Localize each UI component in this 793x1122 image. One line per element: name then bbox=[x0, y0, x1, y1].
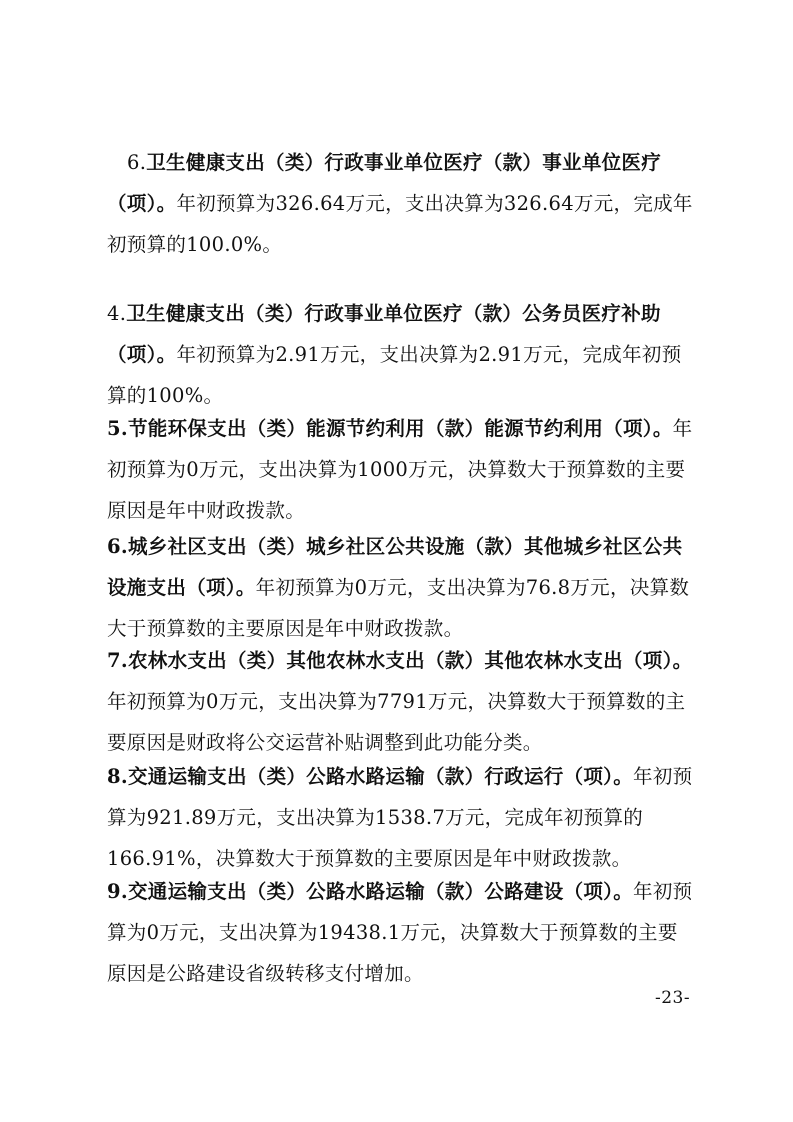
paragraph-transport-administration bbox=[107, 756, 695, 879]
item-body: 年初预算为0万元，支出决算为1000万元，决算数大于预算数的主要原因是年中财政拨款。 bbox=[107, 417, 693, 522]
item-number: 6. bbox=[107, 535, 128, 558]
item-body: 年初预算为921.89万元，支出决算为1538.7万元，完成年初预算的166.91%，决算数大于预算数的主要原因是年中财政拨款。 bbox=[107, 765, 693, 870]
paragraph-energy-saving bbox=[107, 408, 695, 531]
item-heading: 卫生健康支出（类）行政事业单位医疗（款）事业单位医疗（项）。 bbox=[107, 151, 662, 215]
item-body: 年初预算为0万元，支出决算为76.8万元，决算数大于预算数的主要原因是年中财政拨款。 bbox=[107, 576, 690, 640]
page-number: -23- bbox=[655, 988, 691, 1008]
paragraph-health-civil-servant-medical-subsidy bbox=[107, 293, 695, 416]
item-number: 4. bbox=[107, 302, 127, 325]
item-body: 年初预算为326.64万元，支出决算为326.64万元，完成年初预算的100.0%。 bbox=[107, 192, 693, 256]
item-number: 9. bbox=[107, 880, 128, 903]
paragraph-health-public-institution-medical bbox=[107, 142, 695, 265]
item-number: 5. bbox=[107, 417, 128, 440]
item-number: 8. bbox=[107, 765, 128, 788]
item-number: 6. bbox=[127, 151, 147, 174]
paragraph-urban-rural-community bbox=[107, 526, 695, 649]
item-heading: 节能环保支出（类）能源节约利用（款）能源节约利用（项）。 bbox=[127, 417, 673, 440]
item-heading: 卫生健康支出（类）行政事业单位医疗（款）公务员医疗补助（项）。 bbox=[107, 302, 661, 366]
item-heading: 交通运输支出（类）公路水路运输（款）行政运行（项）。 bbox=[127, 765, 634, 788]
paragraph-transport-road-construction bbox=[107, 871, 695, 994]
item-heading: 农林水支出（类）其他农林水支出（款）其他农林水支出（项）。 bbox=[127, 649, 693, 672]
paragraph-agriculture-forestry-water bbox=[107, 640, 695, 763]
item-heading: 城乡社区支出（类）城乡社区公共设施（款）其他城乡社区公共设施支出（项）。 bbox=[107, 535, 683, 599]
item-body: 年初预算为0万元，支出决算为19438.1万元，决算数大于预算数的主要原因是公路建设省级转移支付增加。 bbox=[107, 880, 693, 985]
item-number: 7. bbox=[107, 649, 128, 672]
item-heading: 交通运输支出（类）公路水路运输（款）公路建设（项）。 bbox=[127, 880, 634, 903]
item-body: 年初预算为2.91万元，支出决算为2.91万元，完成年初预算的100%。 bbox=[107, 343, 682, 407]
item-body: 年初预算为0万元，支出决算为7791万元，决算数大于预算数的主要原因是财政将公交运营补贴调整到此功能分类。 bbox=[107, 690, 686, 754]
